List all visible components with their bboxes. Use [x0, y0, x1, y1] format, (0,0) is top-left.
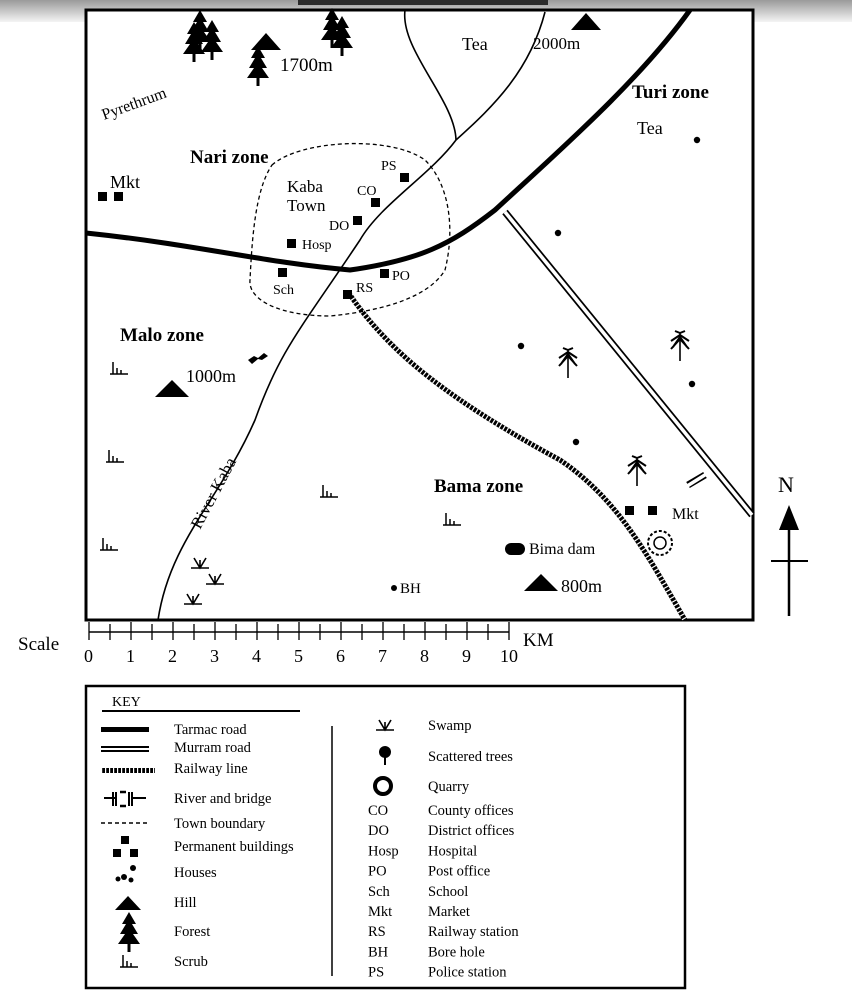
- key-label-swamp: Swamp: [428, 718, 472, 734]
- key-abbr-label-hosp: Hospital: [428, 843, 478, 860]
- building-icon: [625, 506, 634, 515]
- tea-turi-label: Tea: [637, 118, 663, 138]
- key-label-forest: Forest: [174, 924, 211, 940]
- key-abbr-label-do: District offices: [428, 823, 515, 840]
- house-icon: [694, 137, 700, 143]
- building-icon: [98, 192, 107, 201]
- key-title: KEY: [112, 695, 141, 710]
- building-icon: [648, 506, 657, 515]
- scale-label: Scale: [18, 634, 60, 655]
- house-icon: [518, 343, 524, 349]
- sch-label: Sch: [273, 283, 294, 298]
- building-icon: [343, 290, 352, 299]
- tarmac-road-icon: [101, 727, 149, 732]
- rs-label: RS: [356, 281, 374, 296]
- turi-zone-label: Turi zone: [632, 82, 709, 103]
- key-legend: [86, 686, 685, 988]
- key-label-railway-line: Railway line: [174, 761, 248, 777]
- scale-tick-label: 9: [462, 646, 471, 666]
- co-label: CO: [357, 184, 377, 199]
- key-abbr-label-rs: Railway station: [428, 924, 519, 941]
- scale-tick-label: 6: [336, 646, 345, 666]
- building-icon: [114, 192, 123, 201]
- scale-tick-label: 4: [252, 646, 261, 666]
- hosp-label: Hosp: [302, 238, 332, 253]
- key-abbr-label-bh: Bore hole: [428, 944, 485, 961]
- key-label-scrub: Scrub: [174, 954, 208, 970]
- key-abbr-mkt: Mkt: [368, 904, 393, 920]
- scale-tick-label: 5: [294, 646, 303, 666]
- do-label: DO: [329, 219, 350, 234]
- key-abbr-label-sch: School: [428, 883, 469, 900]
- ps-label: PS: [381, 159, 397, 174]
- dam-icon: [505, 543, 525, 555]
- scale-bar: [18, 622, 554, 666]
- hill-1000-label: 1000m: [186, 366, 237, 386]
- building-icon: [380, 269, 389, 278]
- scale-unit-label: KM: [523, 630, 554, 651]
- railway-line-icon: [101, 768, 155, 773]
- north-arrow: [771, 472, 808, 616]
- house-icon: [573, 439, 579, 445]
- mkt-east-label: Mkt: [672, 506, 699, 523]
- house-icon: [555, 230, 561, 236]
- malo-zone-label: Malo zone: [120, 325, 204, 346]
- scale-tick-label: 10: [500, 646, 518, 666]
- house-icon: [689, 381, 695, 387]
- scale-tick-label: 3: [210, 646, 219, 666]
- mkt-west-label: Mkt: [110, 172, 141, 192]
- tea-north-label: Tea: [462, 34, 488, 54]
- scale-tick-label: 0: [84, 646, 93, 666]
- key-abbr-co: CO: [368, 803, 389, 819]
- key-abbr-do: DO: [368, 823, 389, 840]
- key-abbr-label-ps: Police station: [428, 964, 507, 981]
- bama-zone-label: Bama zone: [434, 476, 524, 497]
- key-label-permanent-buildings: Permanent buildings: [174, 839, 294, 855]
- building-icon: [278, 268, 287, 277]
- scale-tick-label: 1: [126, 646, 135, 666]
- key-abbr-label-co: County offices: [428, 803, 514, 819]
- kaba-town-line1: Kaba: [287, 177, 323, 196]
- kaba-town-line2: Town: [287, 196, 326, 215]
- key-abbr-label-po: Post office: [428, 863, 491, 880]
- building-icon: [287, 239, 296, 248]
- nari-zone-label: Nari zone: [190, 147, 269, 168]
- hill-1700-label: 1700m: [280, 55, 333, 76]
- hill-800-label: 800m: [561, 576, 603, 596]
- key-abbr-bh: BH: [368, 944, 389, 961]
- pyrethrum-label: Pyrethrum: [99, 84, 169, 124]
- scale-tick-label: 8: [420, 646, 429, 666]
- bore-hole-icon: [391, 585, 397, 591]
- key-label-scattered-trees: Scattered trees: [428, 749, 513, 765]
- po-label: PO: [392, 269, 410, 284]
- murram-road-icon: [101, 746, 149, 752]
- building-icon: [353, 216, 362, 225]
- key-abbr-sch: Sch: [368, 883, 390, 900]
- hill-2000-label: 2000m: [533, 34, 581, 53]
- bima-dam-label: Bima dam: [529, 541, 596, 558]
- key-abbr-label-mkt: Market: [428, 904, 470, 920]
- key-label-river-bridge: River and bridge: [174, 791, 272, 807]
- key-abbr-ps: PS: [368, 964, 385, 981]
- key-label-houses: Houses: [174, 865, 217, 881]
- river-kaba-label: River Kaba: [186, 454, 241, 532]
- bh-label: BH: [400, 581, 421, 597]
- key-abbr-po: PO: [368, 863, 387, 880]
- key-label-hill: Hill: [174, 895, 197, 911]
- key-label-town-boundary: Town boundary: [174, 816, 266, 832]
- scale-tick-label: 7: [378, 646, 387, 666]
- building-icon: [400, 173, 409, 182]
- scale-tick-label: 2: [168, 646, 177, 666]
- key-abbr-hosp: Hosp: [368, 843, 399, 860]
- north-label: N: [778, 472, 794, 497]
- key-label-quarry: Quarry: [428, 779, 470, 795]
- building-icon: [371, 198, 380, 207]
- key-abbr-rs: RS: [368, 924, 386, 941]
- key-label-tarmac-road: Tarmac road: [174, 722, 247, 738]
- key-label-murram-road: Murram road: [174, 740, 251, 756]
